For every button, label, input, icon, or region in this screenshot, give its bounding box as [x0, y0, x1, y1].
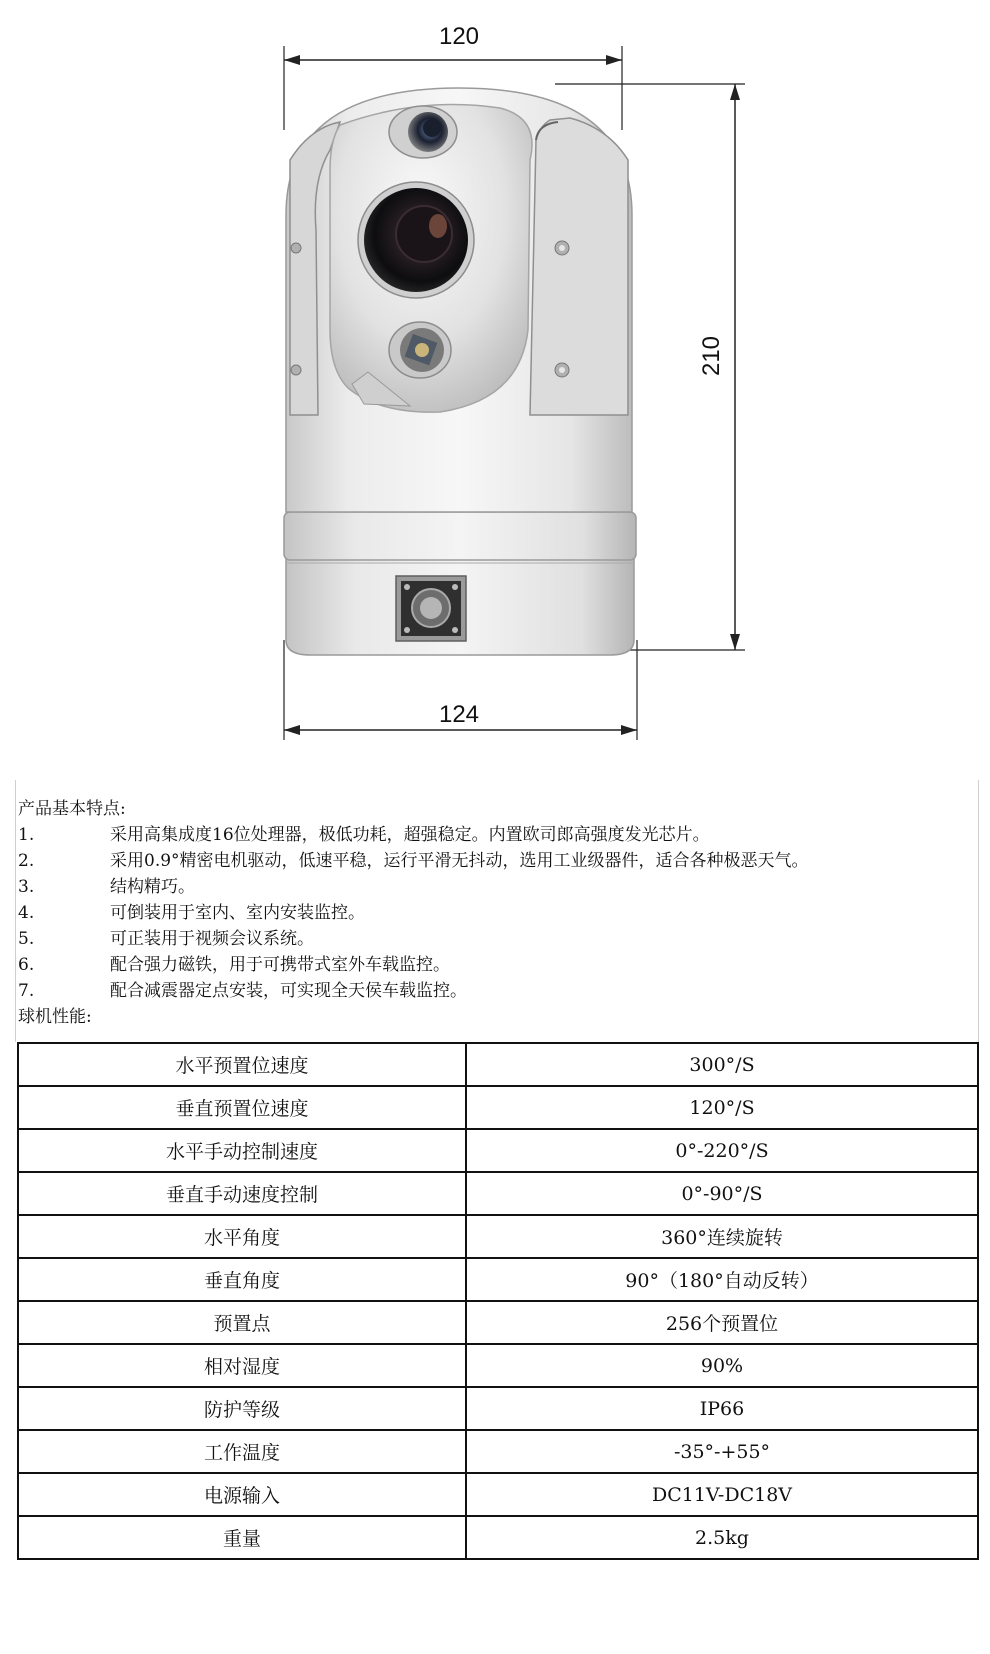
spec-name: 相对湿度	[18, 1344, 466, 1387]
spec-name: 预置点	[18, 1301, 466, 1344]
spec-value: IP66	[466, 1387, 978, 1430]
spec-name: 垂直预置位速度	[18, 1086, 466, 1129]
dimension-height-label: 210	[698, 335, 725, 377]
table-row	[18, 1215, 978, 1258]
table-row	[18, 1301, 978, 1344]
spec-name: 工作温度	[18, 1430, 466, 1473]
feature-number: 4.	[18, 903, 35, 923]
feature-text: 采用0.9°精密电机驱动，低速平稳，运行平滑无抖动，选用工业级器件，适合各种极恶天气。	[110, 851, 809, 871]
spec-name: 重量	[18, 1516, 466, 1559]
feature-item	[18, 952, 978, 978]
feature-item	[18, 978, 978, 1004]
table-row	[18, 1430, 978, 1473]
feature-text: 可倒装用于室内、室内安装监控。	[110, 903, 365, 923]
table-row	[18, 1516, 978, 1559]
dimension-top-width-label: 120	[438, 23, 480, 50]
table-row	[18, 1387, 978, 1430]
feature-text: 可正装用于视频会议系统。	[110, 929, 314, 949]
spec-value: 360°连续旋转	[466, 1215, 978, 1258]
feature-number: 2.	[18, 851, 35, 871]
features-heading: 产品基本特点:	[18, 799, 126, 819]
table-row	[18, 1086, 978, 1129]
feature-number: 3.	[18, 877, 35, 897]
feature-number: 6.	[18, 955, 35, 975]
spec-name: 水平手动控制速度	[18, 1129, 466, 1172]
text-frame-left	[15, 780, 16, 1042]
feature-number: 1.	[18, 825, 35, 845]
spec-value: 256个预置位	[466, 1301, 978, 1344]
feature-item	[18, 848, 978, 874]
feature-number: 7.	[18, 981, 35, 1001]
table-row	[18, 1473, 978, 1516]
spec-value: 2.5kg	[466, 1516, 978, 1559]
spec-name: 电源输入	[18, 1473, 466, 1516]
spec-value: 120°/S	[466, 1086, 978, 1129]
table-row	[18, 1043, 978, 1086]
feature-item	[18, 926, 978, 952]
features-section	[18, 796, 978, 1030]
feature-text: 配合强力磁铁，用于可携带式室外车载监控。	[110, 955, 450, 975]
feature-text: 采用高集成度16位处理器，极低功耗，超强稳定。内置欧司郎高强度发光芯片。	[110, 825, 710, 845]
table-row	[18, 1258, 978, 1301]
spec-name: 水平角度	[18, 1215, 466, 1258]
feature-item	[18, 822, 978, 848]
feature-item	[18, 874, 978, 900]
feature-text: 结构精巧。	[110, 877, 195, 897]
table-row	[18, 1129, 978, 1172]
feature-number: 5.	[18, 929, 35, 949]
text-frame-right	[978, 780, 979, 1042]
spec-value: 90%	[466, 1344, 978, 1387]
spec-name: 防护等级	[18, 1387, 466, 1430]
spec-value: 0°-90°/S	[466, 1172, 978, 1215]
spec-table	[17, 1042, 979, 1560]
spec-name: 垂直手动速度控制	[18, 1172, 466, 1215]
spec-name: 垂直角度	[18, 1258, 466, 1301]
spec-value: DC11V-DC18V	[466, 1473, 978, 1516]
dimension-bottom-width-label: 124	[438, 701, 480, 728]
table-row	[18, 1344, 978, 1387]
spec-name: 水平预置位速度	[18, 1043, 466, 1086]
spec-value: 300°/S	[466, 1043, 978, 1086]
spec-value: 90°（180°自动反转）	[466, 1258, 978, 1301]
feature-item	[18, 900, 978, 926]
product-dimension-drawing	[0, 0, 990, 760]
spec-value: 0°-220°/S	[466, 1129, 978, 1172]
spec-heading: 球机性能:	[18, 1007, 92, 1027]
table-row	[18, 1172, 978, 1215]
spec-value: -35°-+55°	[466, 1430, 978, 1473]
feature-text: 配合减震器定点安装，可实现全天侯车载监控。	[110, 981, 467, 1001]
ptz-camera-illustration	[284, 88, 636, 655]
